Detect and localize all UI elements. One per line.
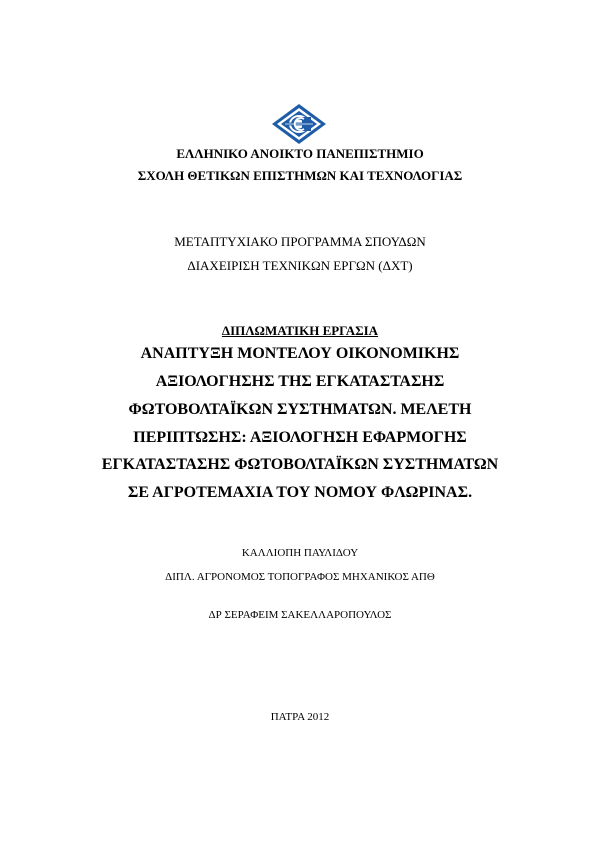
thesis-title-line: ΣΕ ΑΓΡΟΤΕΜΑΧΙΑ ΤΟΥ ΝΟΜΟΥ ΦΛΩΡΙΝΑΣ.	[127, 484, 473, 501]
university-name: ΕΛΛΗΝΙΚΟ ΑΝΟΙΚΤΟ ΠΑΝΕΠΙΣΤΗΜΙΟ	[176, 146, 424, 161]
school-name: ΣΧΟΛΗ ΘΕΤΙΚΩΝ ΕΠΙΣΤΗΜΩΝ ΚΑΙ ΤΕΧΝΟΛΟΓΙΑΣ	[137, 168, 463, 183]
thesis-title-line: ΦΩΤΟΒΟΛΤΑΪΚΩΝ ΣΥΣΤΗΜΑΤΩΝ. ΜΕΛΕΤΗ	[128, 401, 472, 418]
thesis-type-heading: ΔΙΠΛΩΜΑΤΙΚΗ ΕΡΓΑΣΙΑ	[221, 323, 379, 338]
supervisor-name: ΔΡ ΣΕΡΑΦΕΙΜ ΣΑΚΕΛΛΑΡΟΠΟΥΛΟΣ	[208, 609, 392, 621]
thesis-title-line: ΑΝΑΠΤΥΞΗ ΜΟΝΤΕΛΟΥ ΟΙΚΟΝΟΜΙΚΗΣ	[140, 345, 460, 362]
author-name: ΚΑΛΛΙΟΠΗ ΠΑΥΛΙΔΟΥ	[241, 547, 359, 559]
thesis-title-line: ΕΓΚΑΤΑΣΤΑΣΗΣ ΦΩΤΟΒΟΛΤΑΪΚΩΝ ΣΥΣΤΗΜΑΤΩΝ	[101, 456, 499, 473]
program-name: ΜΕΤΑΠΤΥΧΙΑΚΟ ΠΡΟΓΡΑΜΜΑ ΣΠΟΥΔΩΝ	[174, 234, 426, 249]
thesis-title-line: ΑΞΙΟΛΟΓΗΣΗΣ ΤΗΣ ΕΓΚΑΤΑΣΤΑΣΗΣ	[155, 373, 445, 390]
program-specialization: ΔΙΑΧΕΙΡΙΣΗ ΤΕΧΝΙΚΩΝ ΕΡΓΩΝ (ΔΧΤ)	[187, 258, 413, 273]
university-emblem-icon	[271, 103, 327, 145]
place-and-date: ΠΑΤΡΑ 2012	[270, 711, 330, 723]
thesis-title-line: ΠΕΡΙΠΤΩΣΗΣ: ΑΞΙΟΛΟΓΗΣΗ ΕΦΑΡΜΟΓΗΣ	[133, 429, 467, 446]
author-title: ΔΙΠΛ. ΑΓΡΟΝΟΜΟΣ ΤΟΠΟΓΡΑΦΟΣ ΜΗΧΑΝΙΚΟΣ ΑΠΘ	[165, 571, 435, 583]
